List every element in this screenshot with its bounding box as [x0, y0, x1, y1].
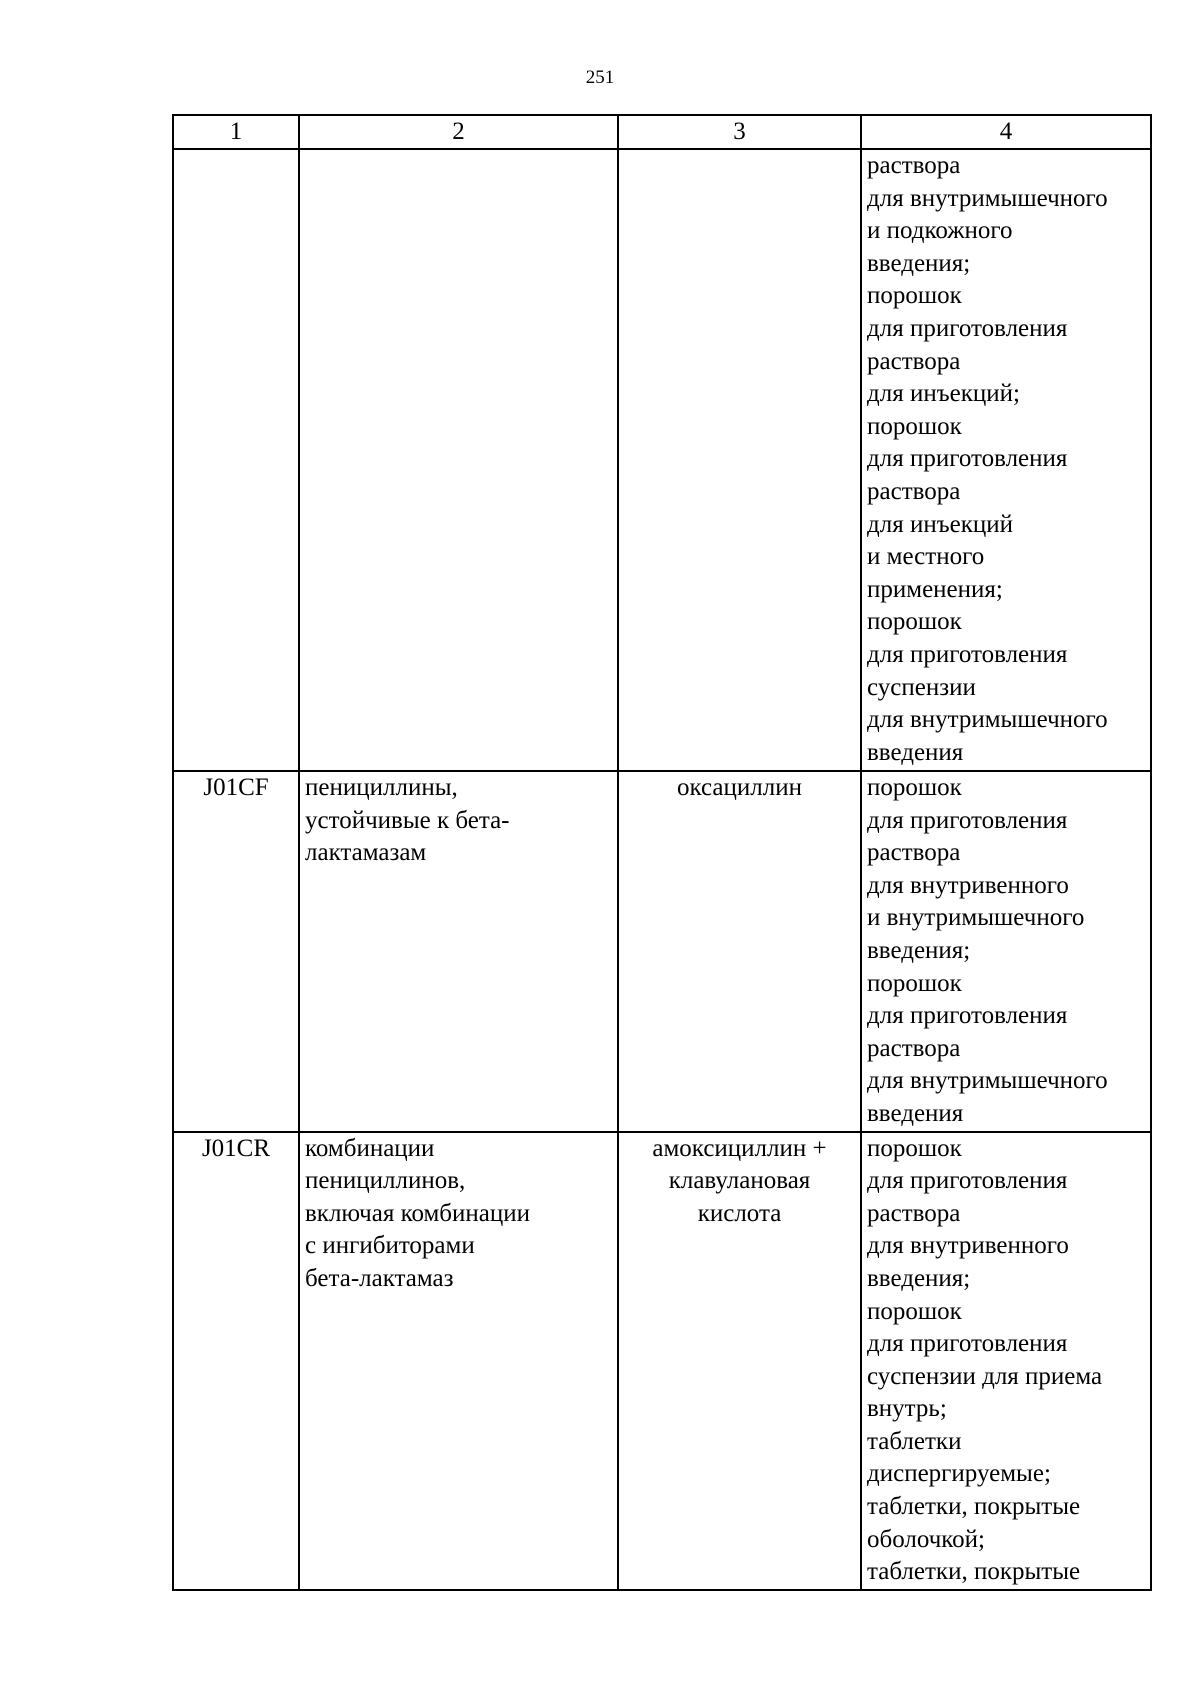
substance-line: амоксициллин +	[652, 1134, 827, 1162]
dosage-form-line: оболочкой;	[867, 1525, 985, 1553]
page-number: 251	[585, 67, 615, 88]
dosage-form-line: для приготовления	[867, 640, 1068, 668]
table-header-row	[173, 115, 1151, 149]
dosage-form-line: для приготовления	[867, 806, 1068, 834]
dosage-form-line: для внутримышечного	[867, 184, 1108, 212]
drug-table	[172, 114, 1152, 1591]
dosage-form-line: порошок	[867, 1297, 962, 1325]
group-line: лактамазам	[305, 839, 427, 867]
group-line: устойчивые к бета-	[305, 806, 510, 834]
substance-line: кислота	[697, 1199, 782, 1227]
table-row	[173, 149, 1151, 771]
dosage-form-line: раствора	[867, 152, 961, 179]
dosage-form-line: раствора	[867, 477, 961, 505]
dosage-form-line: раствора	[867, 1034, 961, 1062]
group-line: бета-лактамаз	[305, 1264, 454, 1292]
dosage-form-line: и внутримышечного	[867, 904, 1085, 932]
header-cell-3: 3	[618, 115, 861, 149]
dosage-form-line: порошок	[867, 969, 962, 997]
dosage-form-cell	[861, 149, 1151, 771]
atc-code-cell	[173, 149, 299, 771]
dosage-form-line: суспензии	[867, 673, 976, 701]
dosage-form-line: раствора	[867, 839, 961, 867]
dosage-form-line: раствора	[867, 347, 961, 375]
dosage-form-line: таблетки, покрытые	[867, 1493, 1081, 1521]
header-cell-4: 4	[861, 115, 1151, 149]
table-row	[173, 1132, 1151, 1590]
substance-line: оксациллин	[677, 774, 802, 801]
dosage-form-line: для приготовления	[867, 445, 1068, 473]
atc-code-cell: J01CF	[173, 771, 299, 1132]
group-line: пенициллинов,	[305, 1167, 466, 1195]
header-cell-2: 2	[299, 115, 618, 149]
table-row	[173, 771, 1151, 1132]
substance-line: клавулановая	[668, 1167, 811, 1195]
dosage-form-line: порошок	[867, 412, 962, 440]
group-cell	[299, 1132, 618, 1590]
dosage-form-line: порошок	[867, 282, 962, 310]
group-line: пенициллины,	[305, 774, 458, 801]
dosage-form-line: введения	[867, 738, 964, 766]
dosage-form-line: порошок	[867, 1134, 962, 1162]
dosage-form-line: для приготовления	[867, 1167, 1068, 1195]
group-line: с ингибиторами	[305, 1232, 475, 1260]
substance-cell	[618, 1132, 861, 1590]
group-cell	[299, 149, 618, 771]
dosage-form-line: суспензии для приема	[867, 1362, 1103, 1390]
dosage-form-line: введения	[867, 1099, 964, 1127]
dosage-form-line: применения;	[867, 575, 1003, 603]
atc-code-cell: J01CR	[173, 1132, 299, 1590]
dosage-form-line: для приготовления	[867, 314, 1068, 342]
dosage-form-line: для инъекций	[867, 510, 1014, 538]
group-line: включая комбинации	[305, 1199, 530, 1227]
substance-cell	[618, 149, 861, 771]
dosage-form-line: введения;	[867, 936, 971, 964]
dosage-form-line: введения;	[867, 249, 971, 277]
dosage-form-line: введения;	[867, 1264, 971, 1292]
header-cell-1: 1	[173, 115, 299, 149]
dosage-form-line: и местного	[867, 543, 985, 571]
dosage-form-line: для внутримышечного	[867, 706, 1108, 734]
group-line: комбинации	[305, 1134, 435, 1162]
dosage-form-line: для приготовления	[867, 1002, 1068, 1030]
dosage-form-line: для внутривенного	[867, 871, 1069, 899]
dosage-form-line: диспергируемые;	[867, 1460, 1051, 1488]
dosage-form-line: порошок	[867, 774, 962, 801]
dosage-form-line: таблетки, покрытые	[867, 1558, 1081, 1586]
dosage-form-line: таблетки	[867, 1427, 962, 1455]
dosage-form-line: и подкожного	[867, 217, 1013, 245]
dosage-form-cell	[861, 771, 1151, 1132]
dosage-form-line: внутрь;	[867, 1395, 947, 1423]
dosage-form-line: для инъекций;	[867, 380, 1020, 408]
dosage-form-line: для внутримышечного	[867, 1067, 1108, 1095]
dosage-form-line: порошок	[867, 608, 962, 636]
substance-cell	[618, 771, 861, 1132]
group-cell	[299, 771, 618, 1132]
dosage-form-line: для внутривенного	[867, 1232, 1069, 1260]
dosage-form-cell	[861, 1132, 1151, 1590]
dosage-form-line: раствора	[867, 1199, 961, 1227]
dosage-form-line: для приготовления	[867, 1330, 1068, 1358]
